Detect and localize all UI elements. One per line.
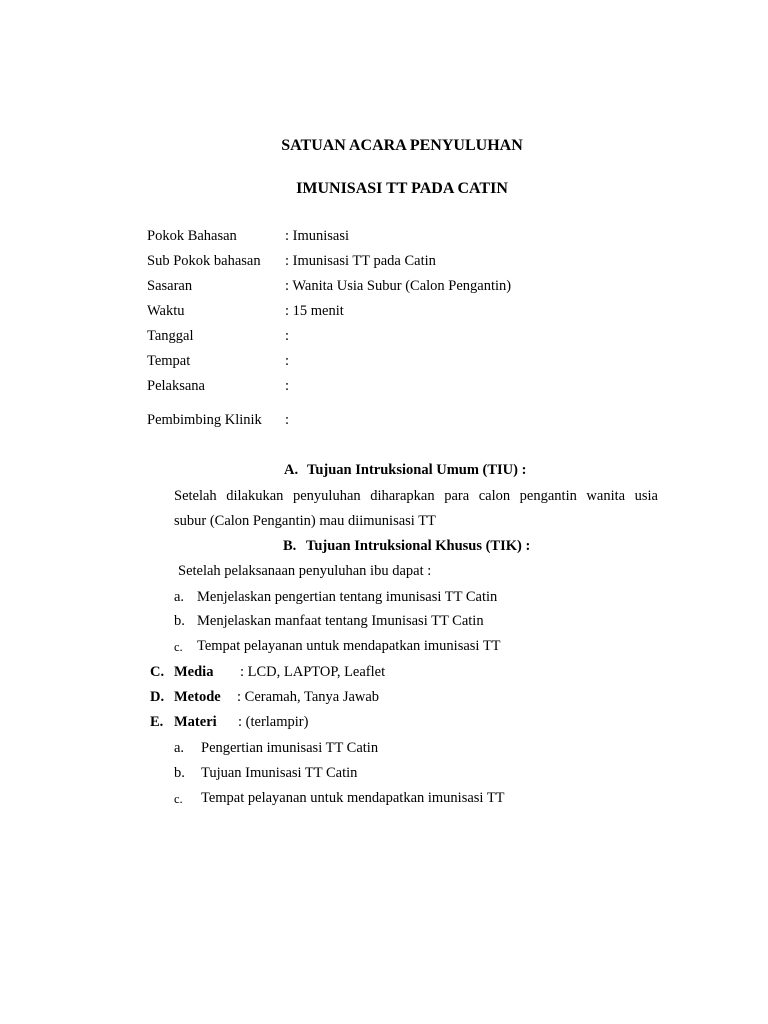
section-e-item-c-text: Tempat pelayanan untuk mendapatkan imunisasi TT (201, 790, 505, 806)
section-b-item-a-text: Menjelaskan pengertian tentang imunisasi TT Catin (197, 589, 498, 605)
section-b-heading: Tujuan Intruksional Khusus (TIK) : (306, 538, 531, 554)
section-e-item-a-letter: a. (174, 740, 185, 756)
field-value-tanggal: : (285, 328, 290, 344)
section-e-value: : (terlampir) (238, 714, 309, 730)
field-label-pokok-bahasan: Pokok Bahasan (147, 228, 237, 244)
section-e-item-c-letter: c. (174, 792, 183, 806)
document-title: SATUAN ACARA PENYULUHAN (281, 137, 523, 154)
section-a-letter: A. (284, 462, 299, 478)
field-label-pembimbing-klinik: Pembimbing Klinik (147, 412, 262, 428)
section-d-label: Metode (174, 689, 221, 705)
section-e-letter: E. (150, 714, 164, 730)
section-a-heading: Tujuan Intruksional Umum (TIU) : (307, 462, 527, 478)
section-b-item-b-letter: b. (174, 613, 185, 629)
field-value-tempat: : (285, 353, 290, 369)
section-e-item-a-text: Pengertian imunisasi TT Catin (201, 740, 379, 756)
section-b-item-c-letter: c. (174, 640, 183, 654)
section-c-label: Media (174, 664, 214, 680)
field-value-waktu: : 15 menit (285, 303, 344, 319)
section-b-item-a-letter: a. (174, 589, 185, 605)
document-subtitle: IMUNISASI TT PADA CATIN (296, 180, 508, 197)
section-e-item-b-text: Tujuan Imunisasi TT Catin (201, 765, 358, 781)
field-value-sub-pokok-bahasan: : Imunisasi TT pada Catin (285, 253, 436, 269)
section-b-intro: Setelah pelaksanaan penyuluhan ibu dapat : (178, 563, 432, 579)
field-label-tanggal: Tanggal (147, 328, 194, 344)
field-label-pelaksana: Pelaksana (147, 378, 205, 394)
field-label-waktu: Waktu (147, 303, 185, 319)
section-a-text-line1: Setelah dilakukan penyuluhan diharapkan para calon pengantin wanita usia (174, 488, 658, 504)
field-value-pembimbing-klinik: : (285, 412, 290, 428)
section-b-item-b-text: Menjelaskan manfaat tentang Imunisasi TT Catin (197, 613, 484, 629)
field-label-tempat: Tempat (147, 353, 191, 369)
section-d-letter: D. (150, 689, 165, 705)
section-d-value: : Ceramah, Tanya Jawab (237, 689, 380, 705)
section-e-item-b-letter: b. (174, 765, 185, 781)
section-c-letter: C. (150, 664, 165, 680)
field-label-sasaran: Sasaran (147, 278, 193, 294)
section-b-item-c-text: Tempat pelayanan untuk mendapatkan imunisasi TT (197, 638, 501, 654)
section-a-text-line2: subur (Calon Pengantin) mau diimunisasi TT (174, 513, 436, 529)
section-c-value: : LCD, LAPTOP, Leaflet (240, 664, 386, 680)
section-e-label: Materi (174, 714, 217, 730)
section-b-letter: B. (283, 538, 297, 554)
field-label-sub-pokok-bahasan: Sub Pokok bahasan (147, 253, 261, 269)
field-value-pokok-bahasan: : Imunisasi (285, 228, 350, 244)
field-value-sasaran: : Wanita Usia Subur (Calon Pengantin) (285, 278, 512, 294)
field-value-pelaksana: : (285, 378, 290, 394)
